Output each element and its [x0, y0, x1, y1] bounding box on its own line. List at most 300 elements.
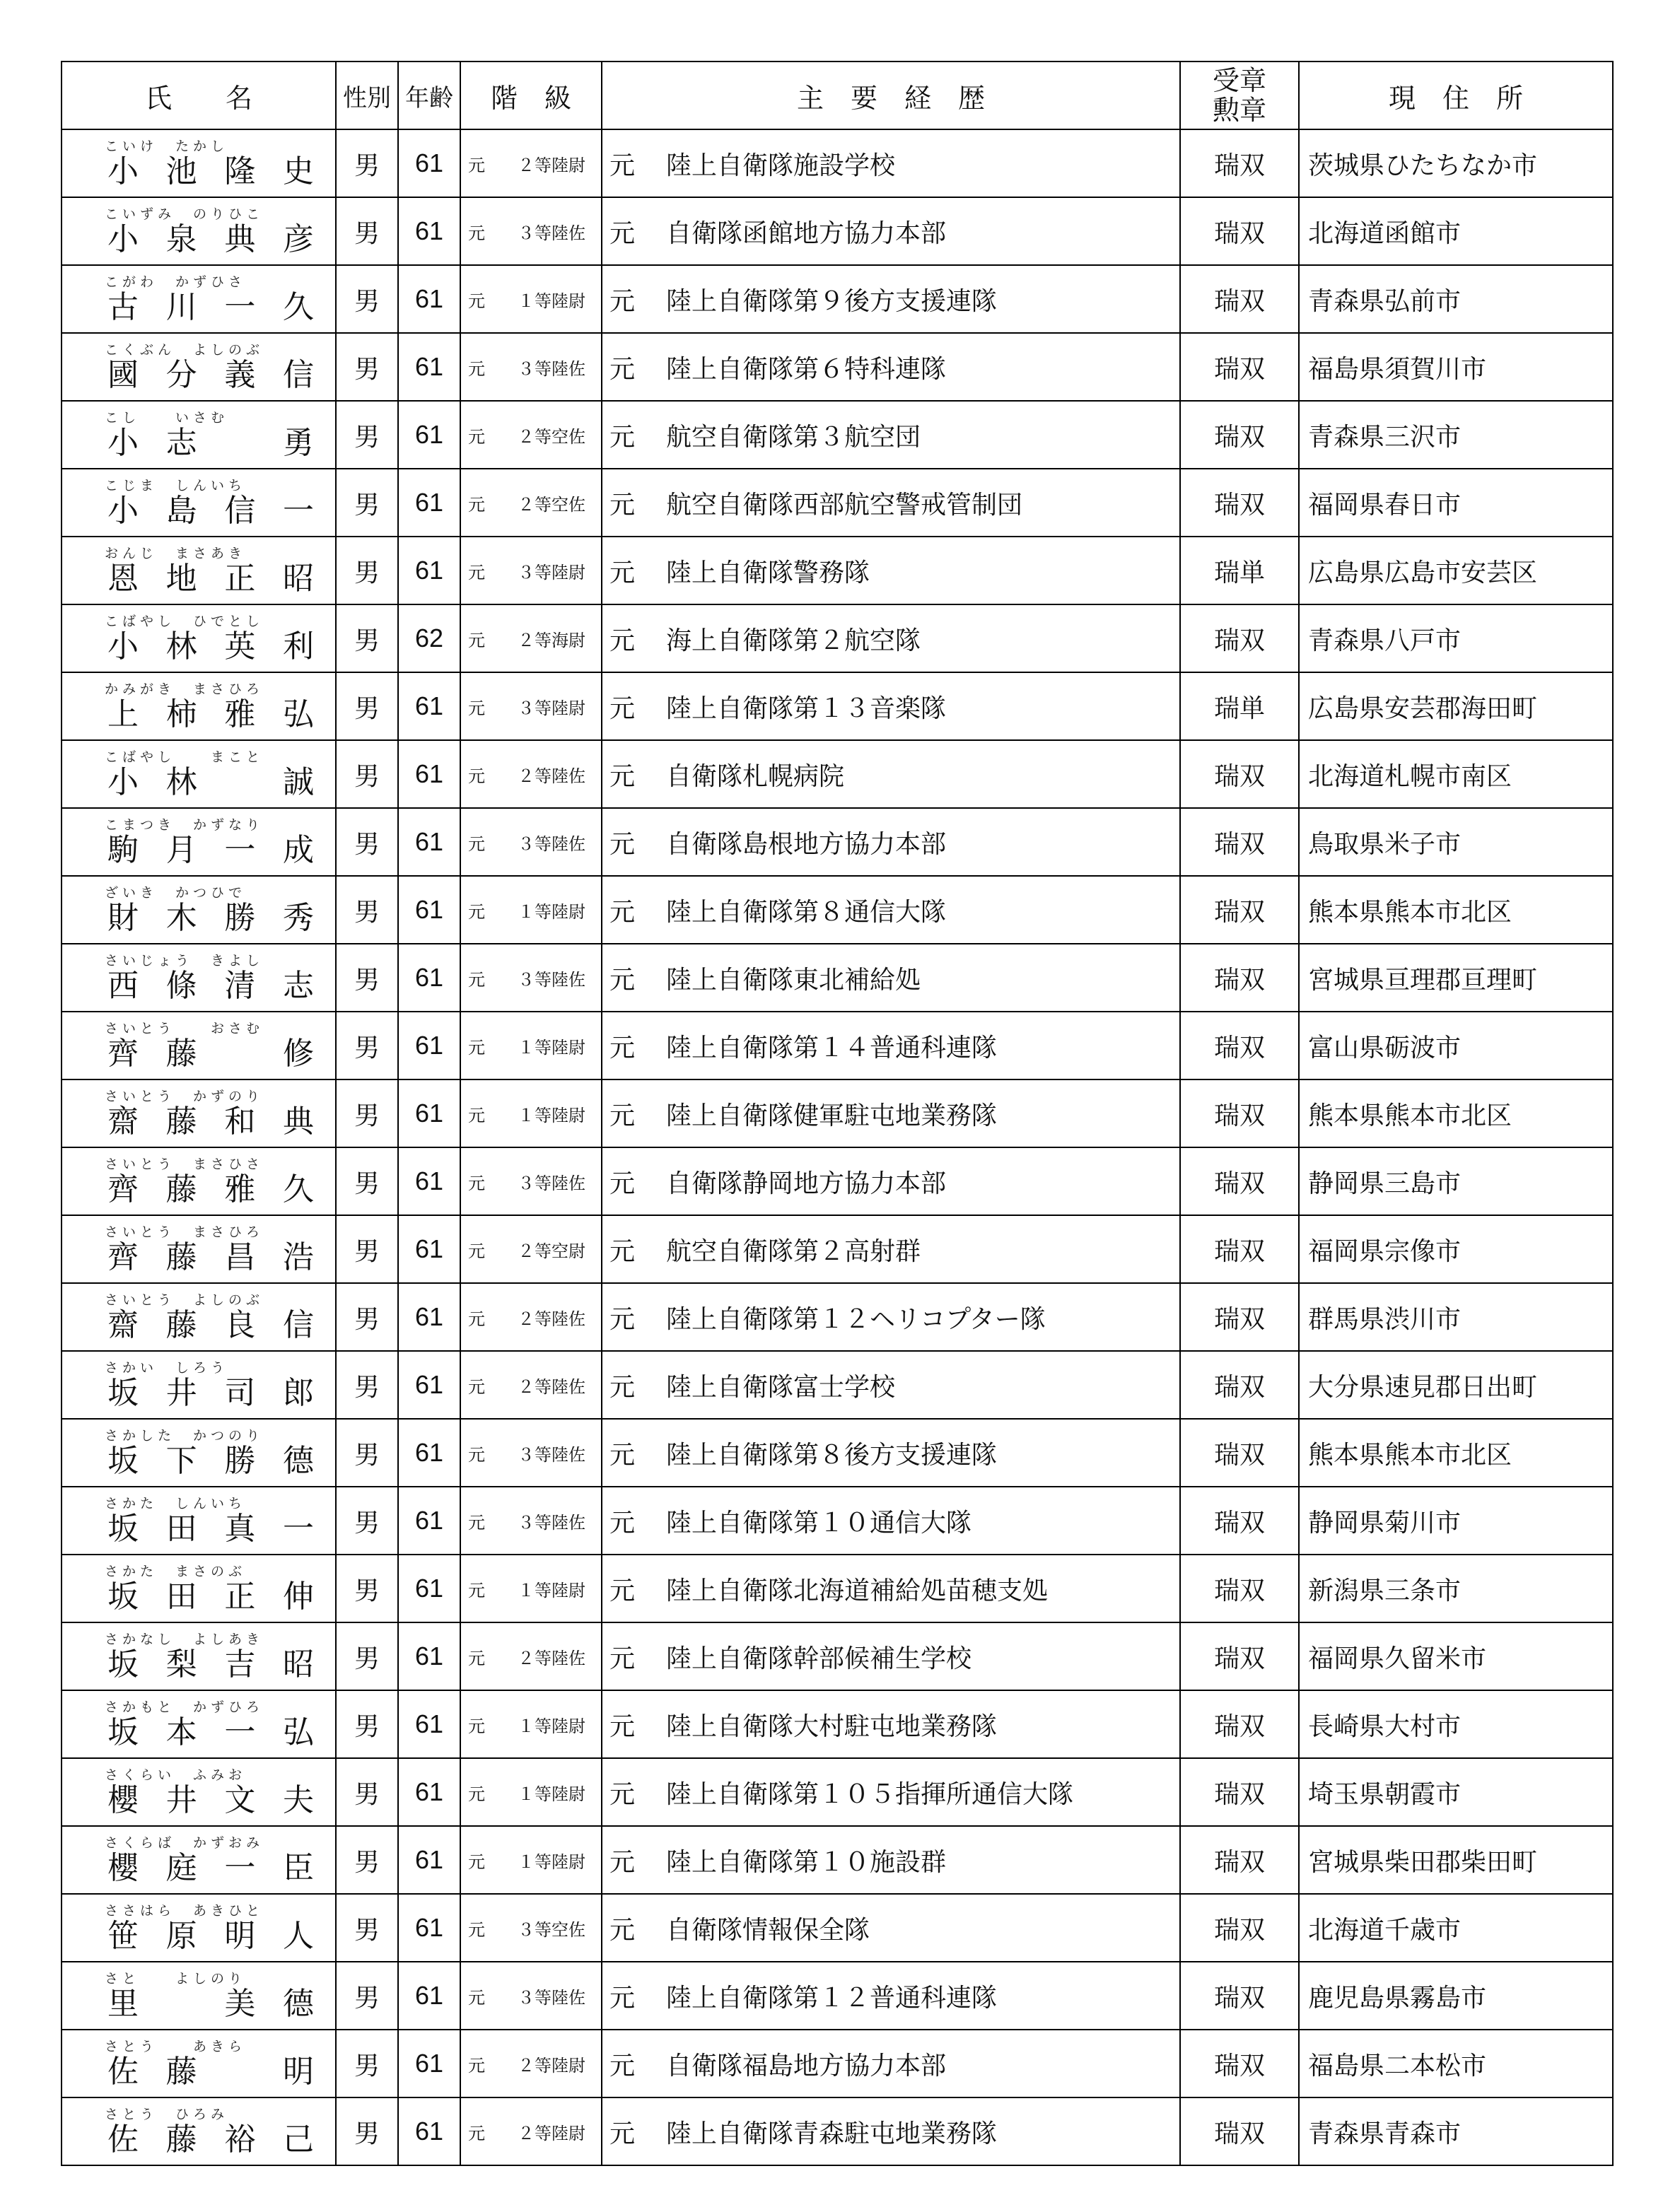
career-unit: 陸上自衛隊大村駐屯地業務隊 [666, 1711, 998, 1741]
address-cell: 長崎県大村市 [1299, 1690, 1613, 1758]
table-row [62, 876, 1613, 944]
table-row [62, 1962, 1613, 2030]
person-name [105, 824, 317, 870]
address-cell: 広島県安芸郡海田町 [1299, 672, 1613, 740]
name-reading: こまつき かずなり [105, 817, 264, 833]
sex-cell: 男 [336, 1487, 398, 1555]
person-name [105, 1910, 317, 1955]
rank-label: ２等陸佐 [518, 1648, 585, 1668]
medal-cell: 瑞単 [1180, 537, 1299, 604]
address-cell: 宮城県亘理郡亘理町 [1299, 944, 1613, 1012]
table-row [62, 1079, 1613, 1147]
name-cell [62, 197, 336, 265]
rank-label: ３等陸佐 [518, 1444, 585, 1465]
name-cell [62, 401, 336, 469]
rank-label: ２等陸佐 [518, 766, 585, 786]
name-char: 柿 [165, 696, 197, 732]
rank-prefix: 元 [468, 1580, 485, 1601]
address-cell: 北海道札幌市南区 [1299, 740, 1613, 808]
career-prefix: 元 [609, 965, 636, 995]
age-cell: 61 [398, 1351, 460, 1419]
name-char: 藤 [165, 1104, 197, 1140]
age-cell: 61 [398, 1283, 460, 1351]
career-prefix: 元 [609, 1169, 636, 1198]
address-cell: 静岡県菊川市 [1299, 1487, 1613, 1555]
name-char: 義 [224, 357, 256, 393]
rank-cell [460, 333, 602, 401]
rank-label: ２等空佐 [518, 426, 585, 447]
name-char: 齋 [107, 1104, 139, 1140]
name-char: 清 [224, 968, 256, 1004]
career-prefix: 元 [609, 626, 636, 655]
age-cell: 61 [398, 1826, 460, 1894]
sex-cell: 男 [336, 1962, 398, 2030]
header-age: 年齢 [398, 62, 460, 129]
age-cell: 61 [398, 469, 460, 537]
name-cell [62, 265, 336, 333]
name-char: 財 [107, 900, 139, 936]
career-cell [602, 537, 1180, 604]
rank-label: １等陸尉 [518, 1784, 585, 1804]
rank-cell [460, 1012, 602, 1079]
name-char: 秀 [282, 900, 314, 936]
rank-prefix: 元 [468, 1241, 485, 1261]
address-cell: 福岡県宗像市 [1299, 1215, 1613, 1283]
header-sex: 性別 [336, 62, 398, 129]
rank-cell [460, 1351, 602, 1419]
career-cell [602, 1215, 1180, 1283]
rank-prefix: 元 [468, 833, 485, 854]
person-name [105, 1774, 317, 1820]
address-cell: 鳥取県米子市 [1299, 808, 1613, 876]
table-row [62, 944, 1613, 1012]
table-row [62, 1622, 1613, 1690]
name-char: 地 [165, 561, 197, 597]
name-char: 弘 [282, 1714, 314, 1750]
career-cell [602, 672, 1180, 740]
table-row [62, 197, 1613, 265]
sex-cell: 男 [336, 2097, 398, 2165]
name-char: 真 [224, 1511, 256, 1547]
career-unit: 陸上自衛隊第１０施設群 [666, 1847, 947, 1877]
name-char: 木 [165, 900, 197, 936]
career-unit: 航空自衛隊第３航空団 [666, 422, 921, 452]
name-char: 良 [224, 1307, 256, 1343]
career-unit: 陸上自衛隊富士学校 [666, 1372, 896, 1402]
medal-cell: 瑞双 [1180, 808, 1299, 876]
sex-cell: 男 [336, 1555, 398, 1622]
name-cell [62, 944, 336, 1012]
rank-label: ３等陸佐 [518, 1987, 585, 2008]
career-unit: 陸上自衛隊施設学校 [666, 151, 896, 180]
rank-prefix: 元 [468, 1919, 485, 1940]
address-cell: 埼玉県朝霞市 [1299, 1758, 1613, 1826]
name-cell [62, 1622, 336, 1690]
table-row [62, 1487, 1613, 1555]
medal-cell: 瑞双 [1180, 1555, 1299, 1622]
table-row [62, 604, 1613, 672]
name-char: 典 [282, 1104, 314, 1140]
career-prefix: 元 [609, 1915, 636, 1945]
name-char: 駒 [107, 832, 139, 868]
name-cell [62, 1283, 336, 1351]
header-medal [1180, 62, 1299, 129]
age-cell: 61 [398, 333, 460, 401]
rank-prefix: 元 [468, 358, 485, 379]
name-reading: ささはら あきひと [105, 1903, 264, 1919]
address-cell: 福島県須賀川市 [1299, 333, 1613, 401]
career-prefix: 元 [609, 897, 636, 927]
career-unit: 陸上自衛隊第６特科連隊 [666, 354, 947, 384]
name-char: 小 [107, 153, 139, 189]
name-char: 德 [282, 1443, 314, 1479]
person-name [105, 756, 317, 802]
address-cell: 青森県弘前市 [1299, 265, 1613, 333]
career-cell [602, 469, 1180, 537]
career-cell [602, 129, 1180, 197]
career-cell [602, 1147, 1180, 1215]
career-prefix: 元 [609, 1508, 636, 1538]
name-char: 藤 [165, 1239, 197, 1275]
name-char: 昌 [224, 1239, 256, 1275]
name-char: 明 [282, 2054, 314, 2090]
rank-cell [460, 1079, 602, 1147]
table-row [62, 1419, 1613, 1487]
name-char [163, 1978, 200, 2023]
rank-label: １等陸尉 [518, 1851, 585, 1872]
age-cell: 61 [398, 2097, 460, 2165]
sex-cell: 男 [336, 469, 398, 537]
rank-prefix: 元 [468, 2123, 485, 2143]
career-cell [602, 1419, 1180, 1487]
name-char: 雅 [224, 696, 256, 732]
name-char: 典 [224, 221, 256, 257]
name-char: 雅 [224, 1171, 256, 1207]
name-char: 一 [282, 493, 314, 529]
table-row [62, 740, 1613, 808]
career-unit: 陸上自衛隊青森駐屯地業務隊 [666, 2119, 998, 2148]
address-cell: 青森県青森市 [1299, 2097, 1613, 2165]
rank-label: １等陸尉 [518, 1716, 585, 1736]
rank-prefix: 元 [468, 1444, 485, 1465]
person-name [105, 553, 317, 598]
name-cell [62, 604, 336, 672]
header-medal-top: 受章 [1212, 64, 1266, 96]
career-cell [602, 1962, 1180, 2030]
name-char: 月 [165, 832, 197, 868]
age-cell: 61 [398, 672, 460, 740]
rank-cell [460, 1487, 602, 1555]
career-cell [602, 1079, 1180, 1147]
person-name [105, 1435, 317, 1480]
name-cell [62, 1758, 336, 1826]
person-name [105, 281, 317, 327]
name-char: 林 [165, 628, 197, 665]
rank-prefix: 元 [468, 2055, 485, 2076]
person-name [105, 2046, 317, 2091]
name-char: 文 [224, 1782, 256, 1818]
name-char: 櫻 [107, 1782, 139, 1818]
career-prefix: 元 [609, 1372, 636, 1402]
address-cell: 茨城県ひたちなか市 [1299, 129, 1613, 197]
career-cell [602, 1351, 1180, 1419]
name-char: 國 [107, 357, 139, 393]
person-name [105, 1707, 317, 1752]
name-reading: おんじ まさあき [105, 546, 247, 561]
name-char: 田 [165, 1511, 197, 1547]
name-char: 小 [107, 221, 139, 257]
rank-cell [460, 944, 602, 1012]
name-char: 齊 [107, 1036, 139, 1072]
name-char [221, 756, 258, 802]
name-char: 勝 [224, 1443, 256, 1479]
sex-cell: 男 [336, 1012, 398, 1079]
name-cell [62, 1826, 336, 1894]
medal-cell: 瑞単 [1180, 672, 1299, 740]
career-prefix: 元 [609, 218, 636, 248]
name-char: 隆 [224, 153, 256, 189]
name-char: 小 [107, 628, 139, 665]
name-char: 裕 [224, 2122, 256, 2158]
name-cell [62, 2097, 336, 2165]
name-char: 一 [224, 1850, 256, 1886]
rank-label: １等陸尉 [518, 1580, 585, 1601]
name-char: 弘 [282, 696, 314, 732]
name-char: 利 [282, 628, 314, 665]
medal-cell: 瑞双 [1180, 1147, 1299, 1215]
person-name [105, 1571, 317, 1616]
medal-cell: 瑞双 [1180, 1894, 1299, 1962]
name-char: 己 [282, 2122, 314, 2158]
name-char: 正 [224, 1579, 256, 1615]
sex-cell: 男 [336, 129, 398, 197]
name-char: 昭 [282, 1646, 314, 1683]
person-name [105, 1231, 317, 1277]
table-row [62, 1283, 1613, 1351]
table-row [62, 672, 1613, 740]
rank-prefix: 元 [468, 1784, 485, 1804]
name-char: 夫 [282, 1782, 314, 1818]
name-char: 井 [165, 1375, 197, 1411]
table-row [62, 537, 1613, 604]
person-name [105, 349, 317, 394]
name-cell [62, 1079, 336, 1147]
name-reading: こがわ かずひさ [105, 274, 247, 290]
table-row [62, 808, 1613, 876]
career-cell [602, 197, 1180, 265]
rank-label: ２等空佐 [518, 494, 585, 515]
sex-cell: 男 [336, 2030, 398, 2097]
sex-cell: 男 [336, 1758, 398, 1826]
rank-prefix: 元 [468, 1173, 485, 1193]
sex-cell: 男 [336, 1147, 398, 1215]
rank-cell [460, 1962, 602, 2030]
address-cell: 青森県三沢市 [1299, 401, 1613, 469]
name-char: 條 [165, 968, 197, 1004]
age-cell: 61 [398, 1487, 460, 1555]
rank-prefix: 元 [468, 1716, 485, 1736]
rank-cell [460, 1147, 602, 1215]
rank-cell [460, 1419, 602, 1487]
table-row [62, 333, 1613, 401]
table-row [62, 469, 1613, 537]
career-unit: 自衛隊福島地方協力本部 [666, 2051, 947, 2081]
rank-label: ３等陸尉 [518, 698, 585, 718]
name-char: 西 [107, 968, 139, 1004]
medal-cell: 瑞双 [1180, 1283, 1299, 1351]
name-char: 分 [165, 357, 197, 393]
career-prefix: 元 [609, 354, 636, 384]
medal-cell: 瑞双 [1180, 1215, 1299, 1283]
career-prefix: 元 [609, 1033, 636, 1063]
name-char: 原 [165, 1918, 197, 1954]
career-cell [602, 333, 1180, 401]
name-char: 藤 [165, 1307, 197, 1343]
name-char: 司 [224, 1375, 256, 1411]
rank-cell [460, 401, 602, 469]
rank-label: ３等空佐 [518, 1919, 585, 1940]
name-char: 郎 [282, 1375, 314, 1411]
career-prefix: 元 [609, 1304, 636, 1334]
age-cell: 61 [398, 2030, 460, 2097]
rank-cell [460, 1758, 602, 1826]
name-char: 勝 [224, 900, 256, 936]
name-char: 史 [282, 153, 314, 189]
name-char: 信 [282, 357, 314, 393]
career-unit: 陸上自衛隊第８通信大隊 [666, 897, 947, 927]
rank-label: ３等陸佐 [518, 223, 585, 243]
rank-label: ２等陸佐 [518, 1376, 585, 1397]
name-cell [62, 1487, 336, 1555]
address-cell: 新潟県三条市 [1299, 1555, 1613, 1622]
name-reading: さいじょう きよし [105, 953, 264, 969]
rank-label: ２等海尉 [518, 630, 585, 650]
address-cell: 富山県砺波市 [1299, 1012, 1613, 1079]
age-cell: 61 [398, 197, 460, 265]
header-address: 現 住 所 [1299, 62, 1613, 129]
name-char: 信 [224, 493, 256, 529]
medal-cell: 瑞双 [1180, 197, 1299, 265]
header-row [62, 62, 1613, 129]
age-cell: 61 [398, 401, 460, 469]
table-row [62, 1826, 1613, 1894]
sex-cell: 男 [336, 672, 398, 740]
rank-label: ２等陸尉 [518, 2123, 585, 2143]
career-unit: 自衛隊札幌病院 [666, 761, 845, 791]
table-row [62, 1758, 1613, 1826]
rank-prefix: 元 [468, 562, 485, 583]
sex-cell: 男 [336, 1283, 398, 1351]
rank-label: ３等陸佐 [518, 969, 585, 990]
career-prefix: 元 [609, 490, 636, 520]
rank-prefix: 元 [468, 1309, 485, 1329]
career-cell [602, 808, 1180, 876]
table-row [62, 1555, 1613, 1622]
rank-label: ２等空尉 [518, 1241, 585, 1261]
career-cell [602, 2097, 1180, 2165]
rank-cell [460, 129, 602, 197]
name-cell [62, 1419, 336, 1487]
name-char: 佐 [107, 2122, 139, 2158]
rank-label: ３等陸尉 [518, 562, 585, 583]
career-cell [602, 944, 1180, 1012]
name-cell [62, 1215, 336, 1283]
address-cell: 熊本県熊本市北区 [1299, 876, 1613, 944]
name-reading: さとう あきら [105, 2039, 247, 2054]
sex-cell: 男 [336, 1215, 398, 1283]
name-reading: こいずみ のりひこ [105, 206, 264, 222]
name-cell [62, 1012, 336, 1079]
name-char: 一 [224, 289, 256, 325]
name-char: 里 [107, 1986, 139, 2022]
medal-cell: 瑞双 [1180, 1690, 1299, 1758]
table-row [62, 1147, 1613, 1215]
career-prefix: 元 [609, 829, 636, 859]
career-prefix: 元 [609, 558, 636, 587]
header-medal-bottom: 勲章 [1212, 94, 1266, 126]
career-prefix: 元 [609, 1711, 636, 1741]
sex-cell: 男 [336, 1079, 398, 1147]
medal-cell: 瑞双 [1180, 1419, 1299, 1487]
medal-cell: 瑞双 [1180, 401, 1299, 469]
rank-prefix: 元 [468, 223, 485, 243]
age-cell: 61 [398, 876, 460, 944]
name-reading: こばやし まこと [105, 749, 264, 765]
career-cell [602, 1622, 1180, 1690]
medal-cell: 瑞双 [1180, 1962, 1299, 2030]
rank-cell [460, 1622, 602, 1690]
age-cell: 61 [398, 944, 460, 1012]
age-cell: 61 [398, 1419, 460, 1487]
medal-cell: 瑞双 [1180, 1079, 1299, 1147]
table-row [62, 1690, 1613, 1758]
rank-cell [460, 1555, 602, 1622]
name-reading: さいとう かずのり [105, 1089, 264, 1104]
address-cell: 熊本県熊本市北区 [1299, 1419, 1613, 1487]
rank-label: ２等陸尉 [518, 155, 585, 175]
name-cell [62, 740, 336, 808]
medal-cell: 瑞双 [1180, 944, 1299, 1012]
sex-cell: 男 [336, 1894, 398, 1962]
table-row [62, 2030, 1613, 2097]
rank-label: １等陸尉 [518, 1037, 585, 1058]
person-name [105, 1978, 317, 2023]
name-reading: さかた しんいち [105, 1496, 247, 1511]
name-reading: さかた まさのぶ [105, 1564, 247, 1579]
name-char: 藤 [165, 2122, 197, 2158]
rank-prefix: 元 [468, 901, 485, 922]
career-unit: 陸上自衛隊幹部候補生学校 [666, 1644, 972, 1673]
name-char: 英 [224, 628, 256, 665]
career-unit: 陸上自衛隊第１４普通科連隊 [666, 1033, 998, 1063]
name-char: 田 [165, 1579, 197, 1615]
name-reading: こし いさむ [105, 410, 229, 426]
career-unit: 陸上自衛隊第９後方支援連隊 [666, 286, 998, 316]
name-cell [62, 672, 336, 740]
medal-cell: 瑞双 [1180, 333, 1299, 401]
rank-cell [460, 537, 602, 604]
career-prefix: 元 [609, 1847, 636, 1877]
rank-cell [460, 604, 602, 672]
rank-cell [460, 469, 602, 537]
address-cell: 静岡県三島市 [1299, 1147, 1613, 1215]
name-char: 恩 [107, 561, 139, 597]
name-char: 井 [165, 1782, 197, 1818]
rank-prefix: 元 [468, 1105, 485, 1125]
age-cell: 61 [398, 129, 460, 197]
rank-cell [460, 265, 602, 333]
name-cell [62, 469, 336, 537]
